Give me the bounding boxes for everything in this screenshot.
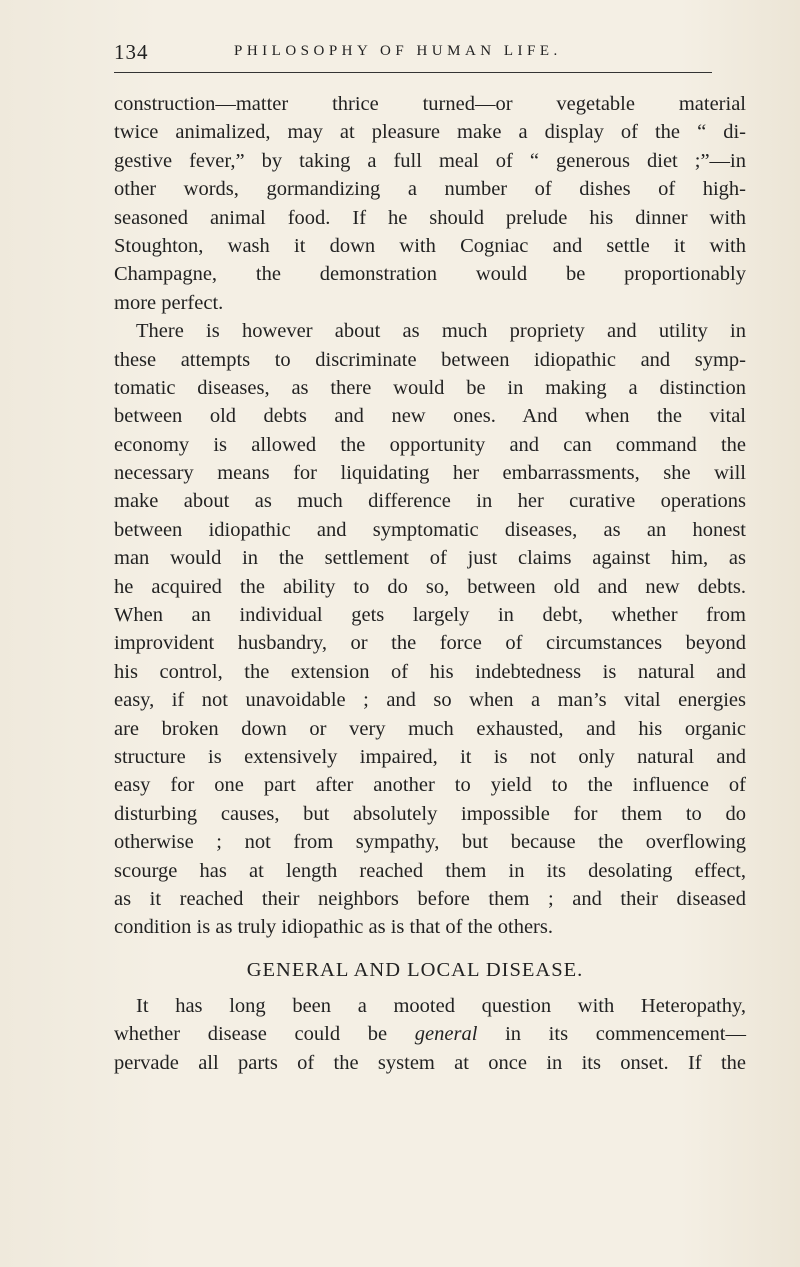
paragraph-1: [114, 90, 746, 317]
body-text: [114, 90, 746, 1077]
text-line: construction—matter thrice turned—or vegetable material: [114, 93, 746, 115]
text-line: seasoned animal food. If he should prelude his dinner with: [114, 206, 746, 229]
text-line: disturbing causes, but absolutely impossible for them to do: [114, 802, 746, 825]
text-line: Stoughton, wash it down with Cogniac and settle it with: [114, 234, 746, 257]
text-line: more perfect.: [114, 291, 224, 314]
text-line: between old debts and new ones. And when the vital: [114, 405, 746, 428]
paragraph-3: [114, 992, 746, 1077]
text-line: otherwise ; not from sympathy, but because the overflowing: [114, 831, 746, 854]
text-line: [114, 1020, 746, 1048]
text-line: necessary means for liquidating her embarrassments, she will: [114, 462, 746, 485]
text-line: man would in the settlement of just claims against him, as: [114, 547, 746, 570]
text-line: gestive fever,” by taking a full meal of “ generous diet ;”—in: [114, 149, 746, 172]
paragraph-2: [114, 317, 746, 942]
text-line: tomatic diseases, as there would be in making a distinction: [114, 376, 746, 399]
text-line: economy is allowed the opportunity and can command the: [114, 433, 746, 456]
text-line: are broken down or very much exhausted, and his organic: [114, 717, 746, 740]
text-line: There is however about as much propriety and utility in: [136, 320, 746, 343]
text-line: make about as much difference in her curative operations: [114, 490, 746, 513]
text-line: twice animalized, may at pleasure make a display of the “ di-: [114, 121, 746, 144]
running-title: PHILOSOPHY OF HUMAN LIFE.: [234, 43, 562, 59]
text-segment: whether disease could be: [114, 1023, 415, 1046]
text-line: other words, gormandizing a number of dishes of high-: [114, 178, 746, 201]
text-line: Champagne, the demonstration would be proportionably: [114, 263, 746, 286]
text-line: easy for one part after another to yield to the influence of: [114, 774, 746, 797]
text-line: structure is extensively impaired, it is not only natural and: [114, 745, 746, 768]
text-line: condition is as truly idiopathic as is that of the others.: [114, 916, 553, 939]
text-line: It has long been a mooted question with Heteropathy,: [136, 994, 746, 1017]
text-line: his control, the extension of his indebtedness is natural and: [114, 660, 746, 683]
section-heading: GENERAL AND LOCAL DISEASE.: [246, 958, 584, 981]
text-line: scourge has at length reached them in its desolating effect,: [114, 859, 746, 882]
text-line: between idiopathic and symptomatic diseases, as an honest: [114, 518, 746, 541]
emphasized-word: general: [414, 1023, 478, 1046]
header-rule: [114, 72, 712, 73]
text-line: easy, if not unavoidable ; and so when a man’s vital energies: [114, 689, 746, 712]
running-head: [114, 40, 714, 66]
text-line: as it reached their neighbors before them ; and their diseased: [114, 887, 746, 910]
page-number: 134: [114, 40, 149, 64]
text-line: these attempts to discriminate between idiopathic and symp-: [114, 348, 746, 371]
text-line: improvident husbandry, or the force of circumstances beyond: [114, 632, 746, 655]
text-line: pervade all parts of the system at once in its onset. If the: [114, 1051, 746, 1074]
text-segment: in its commencement—: [477, 1023, 746, 1046]
text-line: When an individual gets largely in debt, whether from: [114, 604, 746, 627]
text-line: he acquired the ability to do so, between old and new debts.: [114, 575, 746, 598]
